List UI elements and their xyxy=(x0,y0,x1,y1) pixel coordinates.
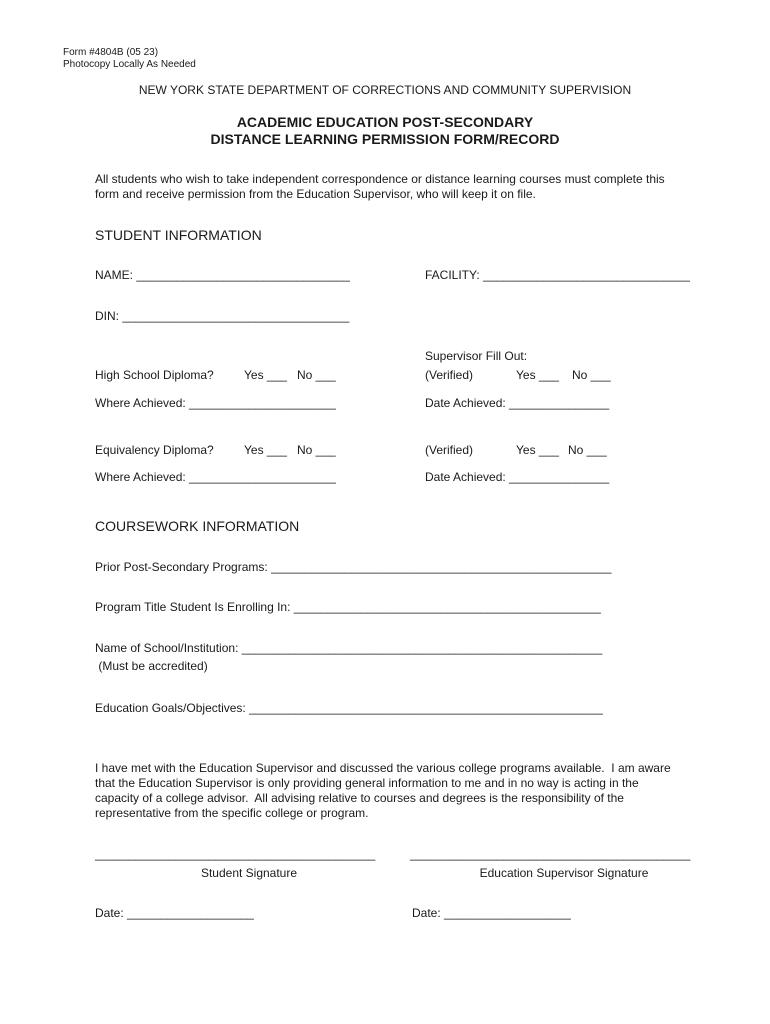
student-info-heading: STUDENT INFORMATION xyxy=(95,227,262,243)
eq-date-achieved[interactable]: Date Achieved: _______________ xyxy=(425,470,610,484)
form-title-line1: ACADEMIC EDUCATION POST-SECONDARY xyxy=(236,114,534,130)
eq-verified-label: (Verified) xyxy=(425,443,474,457)
coursework-heading: COURSEWORK INFORMATION xyxy=(95,518,300,534)
hs-diploma-label: High School Diploma? xyxy=(95,368,214,382)
form-note: Photocopy Locally As Needed xyxy=(63,59,196,70)
statement-line2: that the Education Supervisor is only providing general information to me and in no way is acting in the xyxy=(95,776,639,790)
hs-verified-no[interactable]: No ___ xyxy=(572,368,611,382)
din-field[interactable]: DIN: __________________________________ xyxy=(95,309,350,323)
eq-where-achieved[interactable]: Where Achieved: ______________________ xyxy=(95,470,336,484)
statement-line4: representative from the specific college or program. xyxy=(95,806,369,820)
hs-verified-label: (Verified) xyxy=(425,368,474,382)
student-signature-line[interactable]: __________________________________________ xyxy=(95,847,376,861)
supervisor-date-field[interactable]: Date: ___________________ xyxy=(412,906,571,920)
prior-programs-field[interactable]: Prior Post-Secondary Programs: ___________________________________________________ xyxy=(95,560,612,574)
hs-diploma-yes[interactable]: Yes ___ xyxy=(244,368,287,382)
facility-field[interactable]: FACILITY: _______________________________ xyxy=(425,268,690,282)
program-title-field[interactable]: Program Title Student Is Enrolling In: ______________________________________________ xyxy=(95,600,601,614)
intro-line1: All students who wish to take independent correspondence or distance learning courses must complete this xyxy=(95,172,665,186)
student-signature-label: Student Signature xyxy=(200,866,298,880)
education-goals-field[interactable]: Education Goals/Objectives: _____________________________________________________ xyxy=(95,701,603,715)
eq-diploma-no[interactable]: No ___ xyxy=(297,443,336,457)
school-name-field[interactable]: Name of School/Institution: ______________________________________________________ xyxy=(95,641,603,655)
statement-line3: capacity of a college advisor. All advising relative to courses and degrees is the responsibility of the xyxy=(95,791,624,805)
hs-diploma-no[interactable]: No ___ xyxy=(297,368,336,382)
hs-where-achieved[interactable]: Where Achieved: ______________________ xyxy=(95,396,336,410)
supervisor-signature-line[interactable]: __________________________________________ xyxy=(410,847,691,861)
student-date-field[interactable]: Date: ___________________ xyxy=(95,906,254,920)
eq-verified-no[interactable]: No ___ xyxy=(568,443,607,457)
form-title-line2: DISTANCE LEARNING PERMISSION FORM/RECORD xyxy=(210,131,560,147)
accredited-note: (Must be accredited) xyxy=(95,659,208,673)
intro-line2: form and receive permission from the Education Supervisor, who will keep it on file. xyxy=(95,187,536,201)
supervisor-signature-label: Education Supervisor Signature xyxy=(479,866,649,880)
hs-verified-yes[interactable]: Yes ___ xyxy=(516,368,559,382)
eq-diploma-label: Equivalency Diploma? xyxy=(95,443,214,457)
hs-date-achieved[interactable]: Date Achieved: _______________ xyxy=(425,396,610,410)
statement-line1: I have met with the Education Supervisor and discussed the various college programs available. I am aware xyxy=(95,761,671,775)
name-field[interactable]: NAME: ________________________________ xyxy=(95,268,350,282)
supervisor-fill-out-label: Supervisor Fill Out: xyxy=(425,349,528,363)
department-name: NEW YORK STATE DEPARTMENT OF CORRECTIONS AND COMMUNITY SUPERVISION xyxy=(138,83,632,97)
eq-verified-yes[interactable]: Yes ___ xyxy=(516,443,559,457)
eq-diploma-yes[interactable]: Yes ___ xyxy=(244,443,287,457)
form-id: Form #4804B (05 23) xyxy=(63,47,159,58)
